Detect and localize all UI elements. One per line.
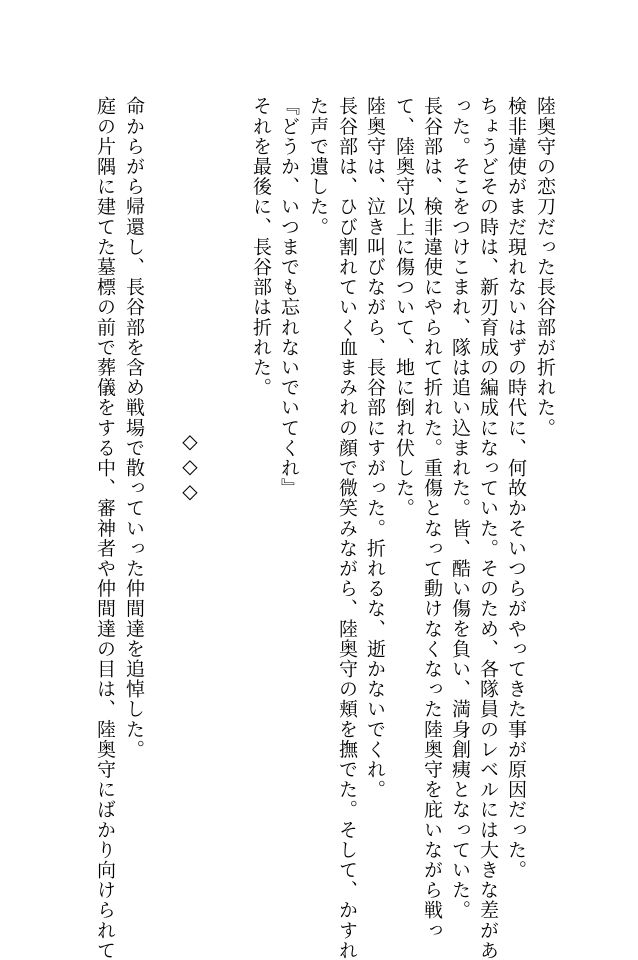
text-line-11: それを最後に、長谷部は折れた。 [250, 96, 272, 398]
text-line-10-quote: 『どうか、いつまでも忘れないでいてくれ』 [278, 96, 300, 498]
text-line-13: 庭の片隅に建てた墓標の前で葬儀をする中、審神者や仲間達の目は、陸奥守にばかり向けられて [94, 96, 116, 960]
text-line-4: った。そこをつけこまれ、隊は追い込まれた。皆、酷い傷を負い、満身創痍となっていた。 [449, 96, 471, 921]
text-line-3: ちょうどその時は、新刃育成の編成になっていた。そのため、各隊員のレベルには大きな差があ [477, 96, 499, 960]
text-line-12: 命からがら帰還し、長谷部を含め戦場で散っていった仲間達を追悼した。 [123, 96, 145, 760]
text-line-9: た声で遺した。 [307, 96, 329, 237]
text-line-2: 検非違使がまだ現れないはずの時代に、何故かそいつらがやってきた事が原因だった。 [505, 96, 527, 880]
text-line-8: 長谷部は、ひび割れていく血まみれの顔で微笑みながら、陸奥守の頬を撫でた。そして、かすれ [336, 96, 358, 960]
section-separator: ◇◇◇ [178, 429, 202, 504]
text-line-1: 陸奥守の恋刀だった長谷部が折れた。 [534, 96, 556, 438]
text-line-6: て、陸奥守以上に傷ついて、地に倒れ伏した。 [393, 96, 415, 519]
text-line-5: 長谷部は、検非違使にやられて折れた。重傷となって動けなくなった陸奥守を庇いながら戦っ [421, 96, 443, 941]
text-line-7: 陸奥守は、泣き叫びながら、長谷部にすがった。折れるな、逝かないでくれ。 [364, 96, 386, 800]
